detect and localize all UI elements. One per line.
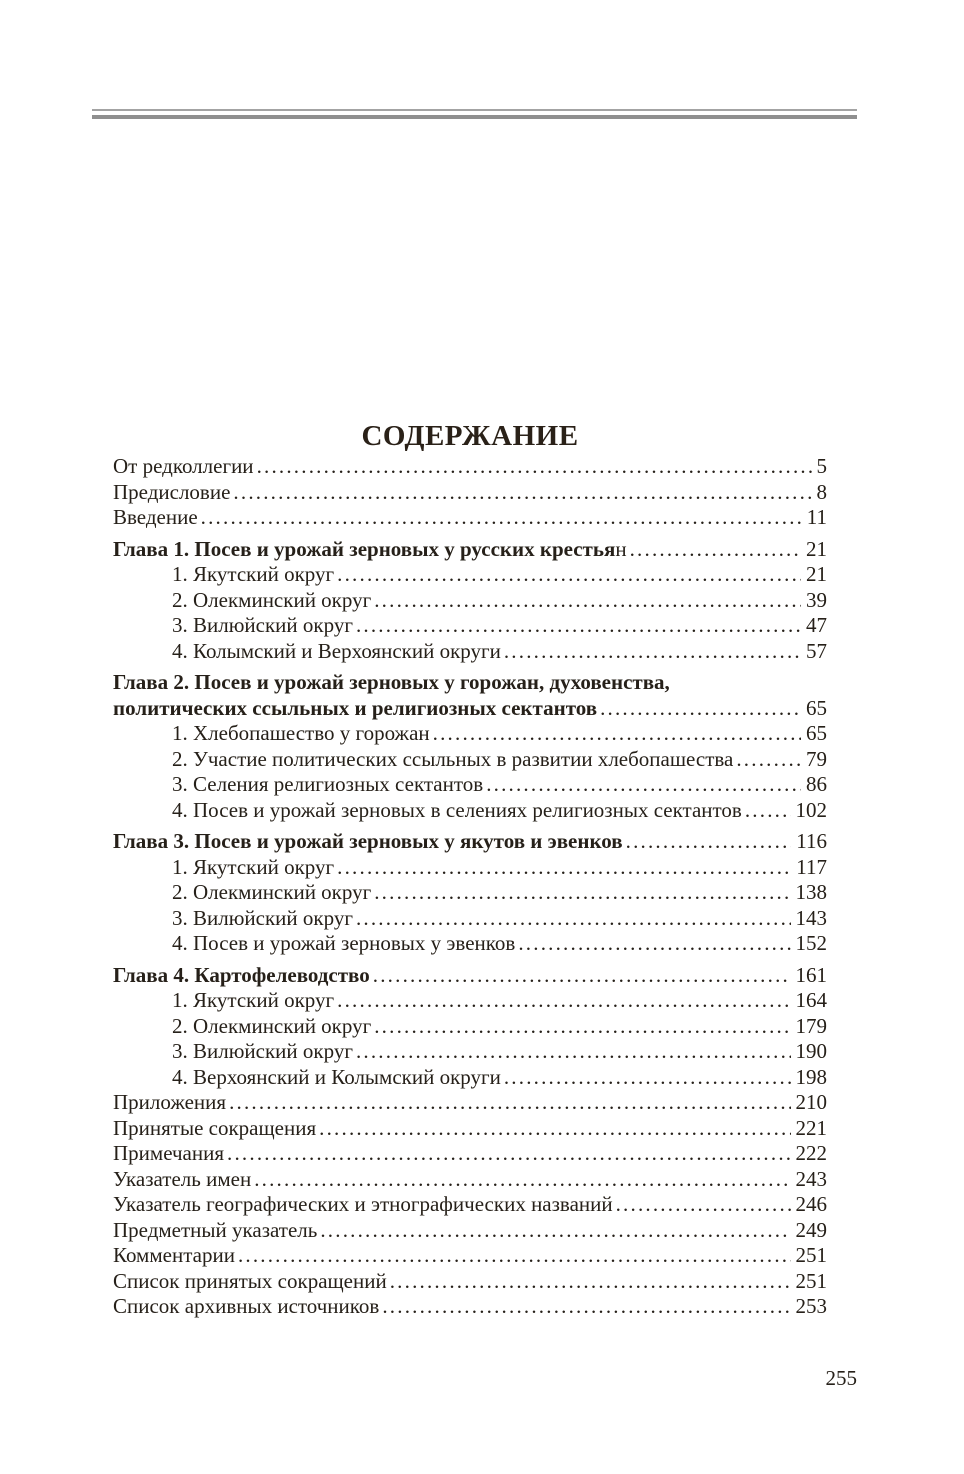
toc-entry-bold-text: Глава 2. Посев и урожай зерновых у горожан, духовенства, bbox=[113, 670, 670, 694]
dot-leader bbox=[227, 1141, 790, 1167]
toc-entry-label bbox=[172, 639, 501, 665]
dot-leader bbox=[374, 588, 801, 614]
toc-entry-label bbox=[113, 1116, 316, 1142]
toc-entry-label bbox=[172, 772, 483, 798]
dot-leader bbox=[373, 963, 791, 989]
toc-entry-label bbox=[113, 1167, 251, 1193]
dot-leader bbox=[201, 505, 802, 531]
toc-entry-label bbox=[113, 454, 254, 480]
toc-entry-regular-text: Примечания bbox=[113, 1141, 225, 1165]
toc-entry bbox=[113, 1192, 827, 1218]
toc-entry bbox=[113, 963, 827, 989]
dot-leader bbox=[745, 798, 791, 824]
toc-entry bbox=[113, 1039, 827, 1065]
toc-entry-regular-text: Введение bbox=[113, 505, 198, 529]
toc-entry-page: 253 bbox=[795, 1294, 827, 1318]
toc-entry-regular-text: 1. Якутский округ bbox=[172, 562, 335, 586]
toc-entry-page: 102 bbox=[795, 797, 827, 822]
toc-entry-regular-text: 2. Участие политических ссыльных в развитии хлебопашества bbox=[172, 746, 734, 771]
dot-leader bbox=[229, 1090, 790, 1116]
toc-entry-label bbox=[113, 1294, 379, 1320]
toc-entry-page: 221 bbox=[795, 1115, 827, 1140]
toc-entry-label bbox=[113, 1192, 613, 1218]
toc-entry-page: 65 bbox=[806, 695, 827, 720]
toc-entry-page: 246 bbox=[795, 1192, 827, 1216]
toc-entry-page: 8 bbox=[816, 479, 827, 504]
toc-entry-page: 21 bbox=[806, 536, 827, 561]
dot-leader bbox=[382, 1294, 790, 1320]
dot-leader bbox=[254, 1167, 790, 1193]
toc-entry bbox=[113, 906, 827, 932]
dot-leader bbox=[356, 906, 791, 932]
toc-entry-page: 198 bbox=[795, 1064, 827, 1089]
toc-entry-page: 210 bbox=[795, 1090, 827, 1114]
dot-leader bbox=[337, 988, 790, 1014]
toc-entry-page: 47 bbox=[806, 613, 827, 637]
toc-entry-regular-text: 4. Колымский и Верхоянский округи bbox=[172, 638, 501, 663]
toc-entry bbox=[113, 1243, 827, 1269]
dot-leader bbox=[356, 613, 801, 639]
toc-entry-regular-text: Указатель географических и этнографических названий bbox=[113, 1192, 613, 1216]
toc-entry-label bbox=[172, 1065, 501, 1091]
toc-entry-label bbox=[172, 988, 334, 1014]
toc-entry-bold-text: Глава 3. Посев и урожай зерновых у якутов и эвенков bbox=[113, 829, 623, 853]
toc-entry-regular-text: 3. Вилюйский округ bbox=[172, 613, 353, 637]
dot-leader bbox=[257, 454, 812, 480]
toc-entry-page: 11 bbox=[806, 505, 827, 529]
toc-entry-label bbox=[172, 855, 334, 881]
toc-entry-page: 5 bbox=[816, 454, 827, 478]
dot-leader bbox=[626, 829, 792, 855]
toc-entry-label bbox=[172, 562, 334, 588]
toc-entry-page: 21 bbox=[806, 562, 827, 586]
toc-entry-label bbox=[113, 963, 370, 989]
toc-entry-page: 143 bbox=[795, 905, 827, 930]
toc-entry-page: 222 bbox=[795, 1141, 827, 1165]
toc-entry-label bbox=[172, 906, 353, 932]
toc-entry bbox=[113, 480, 827, 506]
toc-entry-label bbox=[113, 829, 623, 855]
dot-leader bbox=[390, 1269, 791, 1295]
toc-entry bbox=[113, 505, 827, 531]
toc-entry-page: 251 bbox=[795, 1268, 827, 1293]
toc-entry-page: 39 bbox=[806, 587, 827, 612]
dot-leader bbox=[433, 721, 801, 747]
toc-entry bbox=[113, 721, 827, 747]
dot-leader bbox=[337, 855, 791, 881]
dot-leader bbox=[374, 880, 790, 906]
toc-entry-regular-text: 2. Олекминский округ bbox=[172, 1013, 372, 1038]
toc-entry-regular-text: Принятые сокращения bbox=[113, 1115, 317, 1140]
toc-entry bbox=[113, 855, 827, 881]
toc-entry-label bbox=[113, 1269, 387, 1295]
dot-leader bbox=[600, 696, 801, 722]
toc-entry-regular-text: 4. Верхоянский и Колымский округи bbox=[172, 1064, 501, 1089]
toc-entry bbox=[113, 829, 827, 855]
toc-entry-page: 86 bbox=[806, 772, 827, 796]
toc-entry bbox=[113, 931, 827, 957]
toc-entry bbox=[113, 562, 827, 588]
toc-entry-regular-text: 2. Олекминский округ bbox=[172, 880, 372, 904]
toc-entry-label bbox=[113, 1218, 317, 1244]
toc-entry bbox=[113, 1141, 827, 1167]
toc-entry bbox=[113, 747, 827, 773]
toc-entry-label bbox=[113, 1141, 224, 1167]
dot-leader bbox=[320, 1218, 790, 1244]
toc-entry bbox=[113, 1065, 827, 1091]
page-number: 255 bbox=[825, 1366, 857, 1390]
toc-entry-page: 190 bbox=[795, 1039, 827, 1063]
toc-entry-label bbox=[172, 880, 371, 906]
toc-entry-page: 57 bbox=[806, 638, 827, 663]
dot-leader bbox=[374, 1014, 790, 1040]
toc-entry bbox=[113, 772, 827, 798]
dot-leader bbox=[616, 1192, 791, 1218]
toc-entry-label bbox=[113, 505, 198, 531]
toc-entry-label bbox=[172, 588, 371, 614]
toc-entry-page: 65 bbox=[806, 721, 827, 745]
toc-entry-bold-text: Глава 4. Картофелеводство bbox=[113, 962, 370, 987]
toc-entry-label bbox=[172, 798, 742, 824]
toc-entry bbox=[113, 639, 827, 665]
toc-entry bbox=[113, 1294, 827, 1320]
toc-entry bbox=[113, 1014, 827, 1040]
toc-entry-page: 164 bbox=[795, 988, 827, 1012]
toc-entry-page: 116 bbox=[796, 829, 827, 853]
toc-entry-label bbox=[113, 480, 230, 506]
toc-entry bbox=[113, 670, 827, 696]
toc-entry bbox=[113, 1090, 827, 1116]
toc-entry-label bbox=[113, 1090, 226, 1116]
toc-entry-regular-text: Предметный указатель bbox=[113, 1217, 318, 1242]
dot-leader bbox=[233, 480, 811, 506]
toc-entry-label bbox=[172, 747, 733, 773]
dot-leader bbox=[319, 1116, 790, 1142]
toc-entry-regular-text: 1. Хлебопашество у горожан bbox=[172, 721, 430, 745]
toc-entry-page: 117 bbox=[796, 854, 827, 879]
toc-entry bbox=[113, 798, 827, 824]
toc-entry-page: 249 bbox=[795, 1217, 827, 1242]
toc-entry-regular-text: 4. Посев и урожай зерновых в селениях религиозных сектантов bbox=[172, 797, 742, 822]
toc-entry-regular-text: Комментарии bbox=[113, 1243, 235, 1267]
toc-entry-regular-text: Список принятых сокращений bbox=[113, 1268, 387, 1293]
toc-entry-regular-text: От редколлегии bbox=[113, 454, 254, 478]
toc-entry-regular-text: 1. Якутский округ bbox=[172, 854, 335, 879]
header-rule bbox=[92, 109, 857, 119]
toc-entry-label bbox=[113, 537, 627, 563]
toc-entry bbox=[113, 613, 827, 639]
header-rule-thick-line bbox=[92, 115, 857, 119]
toc-entry bbox=[113, 1116, 827, 1142]
dot-leader bbox=[356, 1039, 791, 1065]
toc-entry-label bbox=[172, 931, 515, 957]
toc-entry-bold-text: Глава 1. Посев и урожай зерновых у русских крестья bbox=[113, 536, 616, 561]
toc-entry-page: 251 bbox=[795, 1243, 827, 1267]
toc-entry-regular-text: 3. Селения религиозных сектантов bbox=[172, 772, 484, 796]
toc-entry-label bbox=[113, 1243, 235, 1269]
page-title: СОДЕРЖАНИЕ bbox=[361, 420, 579, 452]
toc-entry-label bbox=[172, 1039, 353, 1065]
dot-leader bbox=[504, 639, 801, 665]
toc-entry bbox=[113, 696, 827, 722]
toc-entry-regular-text: Приложения bbox=[113, 1090, 227, 1114]
dot-leader bbox=[630, 537, 801, 563]
dot-leader bbox=[238, 1243, 791, 1269]
toc-entry-label bbox=[172, 613, 353, 639]
toc-entry-label bbox=[113, 696, 597, 722]
dot-leader bbox=[486, 772, 801, 798]
dot-leader bbox=[736, 747, 801, 773]
toc-entry bbox=[113, 1218, 827, 1244]
toc-entry bbox=[113, 537, 827, 563]
toc-entry-label bbox=[113, 670, 670, 696]
toc-entry-regular-text: Список архивных источников bbox=[113, 1294, 380, 1318]
toc-entry bbox=[113, 880, 827, 906]
toc-entry-regular-text: 2. Олекминский округ bbox=[172, 587, 372, 612]
toc-entry-regular-text: 1. Якутский округ bbox=[172, 988, 335, 1012]
toc-entry-page: 243 bbox=[795, 1166, 827, 1191]
toc-entry-page: 152 bbox=[795, 931, 827, 955]
toc-entry-page: 161 bbox=[795, 962, 827, 987]
toc-entry-label bbox=[172, 1014, 371, 1040]
toc-entry-bold-text: политических ссыльных и религиозных сектантов bbox=[113, 695, 598, 720]
table-of-contents bbox=[113, 454, 827, 1320]
dot-leader bbox=[518, 931, 790, 957]
toc-entry-regular-text: н bbox=[615, 536, 627, 561]
dot-leader bbox=[337, 562, 801, 588]
toc-entry-page: 138 bbox=[795, 880, 827, 904]
toc-entry bbox=[113, 588, 827, 614]
toc-entry-page: 179 bbox=[795, 1013, 827, 1038]
toc-entry bbox=[113, 988, 827, 1014]
toc-entry-page: 79 bbox=[806, 746, 827, 771]
toc-entry bbox=[113, 1167, 827, 1193]
toc-entry bbox=[113, 454, 827, 480]
toc-entry-regular-text: 4. Посев и урожай зерновых у эвенков bbox=[172, 931, 516, 955]
toc-entry-label bbox=[172, 721, 430, 747]
toc-entry-regular-text: 3. Вилюйский округ bbox=[172, 1039, 353, 1063]
dot-leader bbox=[504, 1065, 791, 1091]
toc-entry-regular-text: Указатель имен bbox=[113, 1166, 252, 1191]
toc-entry-regular-text: 3. Вилюйский округ bbox=[172, 905, 353, 930]
toc-entry-regular-text: Предисловие bbox=[113, 479, 231, 504]
toc-entry bbox=[113, 1269, 827, 1295]
